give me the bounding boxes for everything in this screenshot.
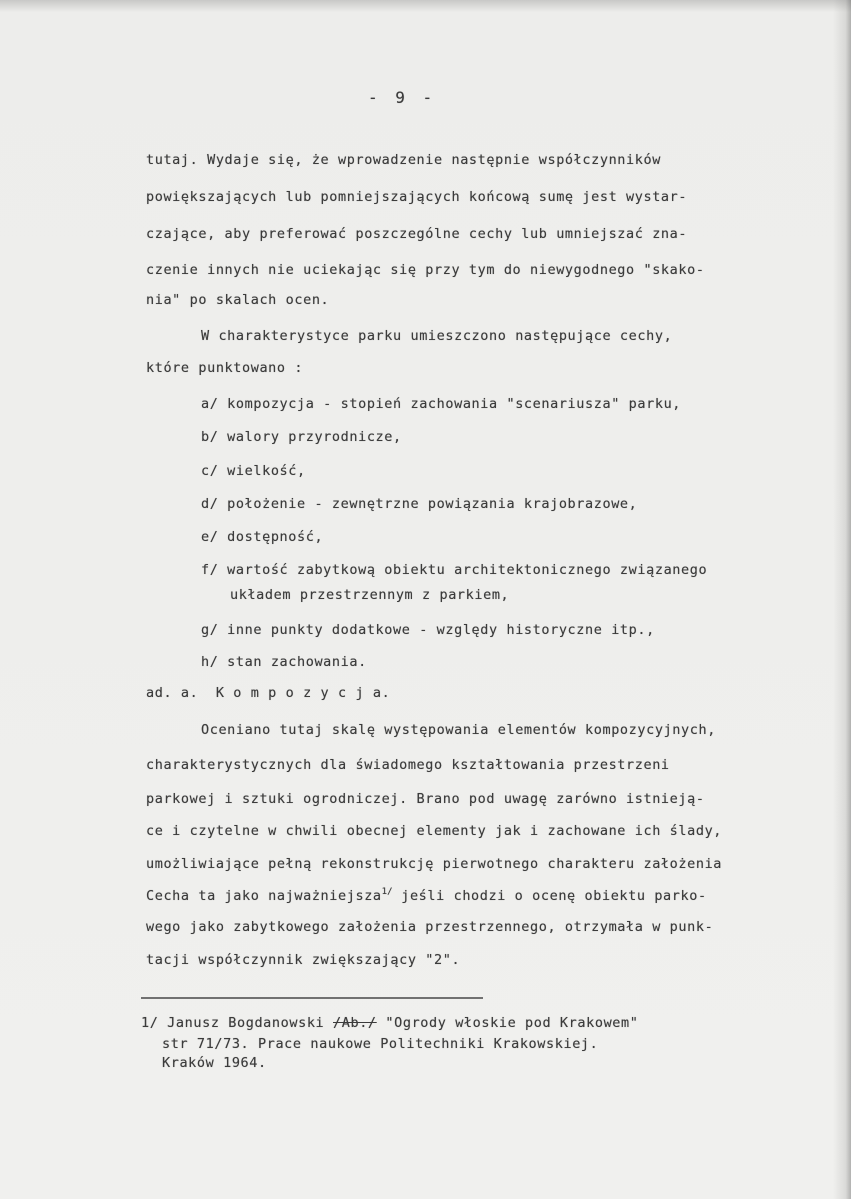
body-line: tutaj. Wydaje się, że wprowadzenie następnie współczynników <box>146 152 661 168</box>
footnote-text: "Ogrody włoskie pod Krakowem" <box>376 1015 639 1031</box>
body-line: które punktowano : <box>146 360 304 376</box>
section-heading: ad. a. K o m p o z y c j a. <box>146 685 391 701</box>
body-line: czenie innych nie uciekając się przy tym do niewygodnego "skako- <box>146 262 705 278</box>
list-item: a/ kompozycja - stopień zachowania "scenariusza" parku, <box>201 396 682 412</box>
scan-shadow-top <box>0 0 851 12</box>
list-item: f/ wartość zabytkową obiektu architektonicznego związanego <box>201 562 708 578</box>
footnote-line: Kraków 1964. <box>162 1055 267 1071</box>
footnote-text: 1/ Janusz Bogdanowski <box>141 1015 334 1031</box>
body-line: powiększających lub pomniejszających końcową sumę jest wystar- <box>146 189 688 205</box>
page-number: - 9 - <box>368 88 437 107</box>
body-text: Cecha ta jako najważniejsza <box>146 888 382 904</box>
list-item: c/ wielkość, <box>201 463 306 479</box>
list-item: h/ stan zachowania. <box>201 654 367 670</box>
list-item-continuation: układem przestrzennym z parkiem, <box>230 587 510 603</box>
list-item: d/ położenie - zewnętrzne powiązania krajobrazowe, <box>201 496 638 512</box>
footnote-line: str 71/73. Prace naukowe Politechniki Krakowskiej. <box>162 1036 599 1052</box>
body-text: jeśli chodzi o ocenę obiektu parko- <box>392 888 707 904</box>
body-line: charakterystycznych dla świadomego kształtowania przestrzeni <box>146 757 670 773</box>
footnote-struck-text: /Ab./ <box>333 1015 377 1031</box>
body-line: tacji współczynnik zwiększający "2". <box>146 952 461 968</box>
body-line: Oceniano tutaj skalę występowania elementów kompozycyjnych, <box>201 722 716 738</box>
list-item: g/ inne punkty dodatkowe - względy historyczne itp., <box>201 622 655 638</box>
list-item: b/ walory przyrodnicze, <box>201 429 402 445</box>
scan-shadow-right <box>833 0 851 1199</box>
body-line: nia" po skalach ocen. <box>146 292 330 308</box>
body-line: czające, aby preferować poszczególne cechy lub umniejszać zna- <box>146 226 688 242</box>
body-line: W charakterystyce parku umieszczono następujące cechy, <box>201 328 673 344</box>
body-line: wego jako zabytkowego założenia przestrzennego, otrzymała w punk- <box>146 919 714 935</box>
body-line: umożliwiające pełną rekonstrukcję pierwotnego charakteru założenia <box>146 856 723 872</box>
footnote-separator <box>141 997 483 999</box>
list-item: e/ dostępność, <box>201 529 324 545</box>
body-line <box>146 887 707 904</box>
footnote-marker: 1/ <box>381 887 393 897</box>
body-line: parkowej i sztuki ogrodniczej. Brano pod uwagę zarówno istnieją- <box>146 791 705 807</box>
footnote-line <box>141 1015 639 1031</box>
body-line: ce i czytelne w chwili obecnej elementy jak i zachowane ich ślady, <box>146 823 723 839</box>
